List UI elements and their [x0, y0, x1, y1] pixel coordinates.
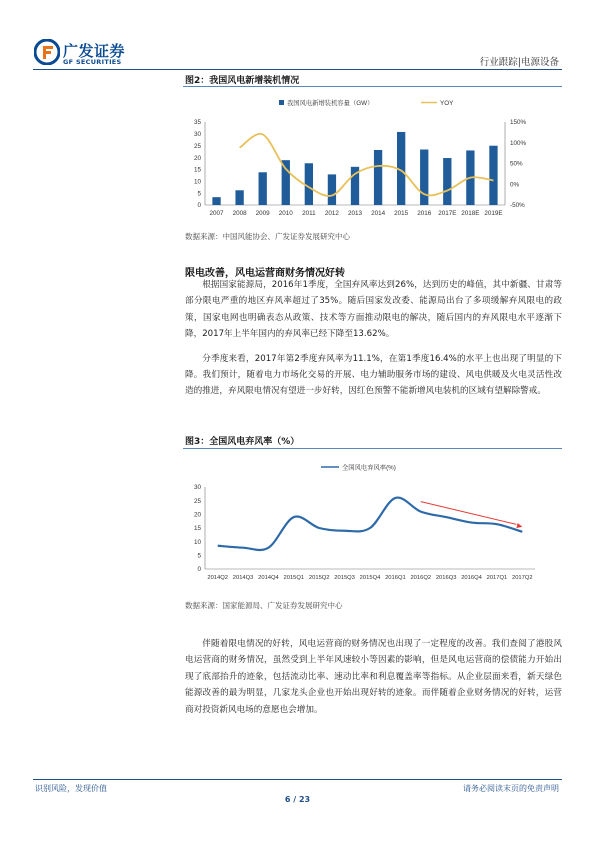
- figure2-source: 数据来源：中国风能协会、广发证券发展研究中心: [185, 232, 350, 241]
- legend-line-label: YOY: [440, 100, 454, 107]
- footer-slogan: 识别风险，发现价值: [35, 784, 107, 793]
- right-tick-label: 150%: [510, 119, 527, 127]
- x-tick-label: 2015Q1: [283, 575, 305, 581]
- header-category: 行业跟踪|电源设备: [479, 57, 559, 68]
- x-tick-label: 2014: [371, 210, 386, 217]
- left-tick-label: 10: [193, 178, 201, 186]
- x-tick-label: 2007: [209, 210, 224, 217]
- bar-2017E: [443, 158, 451, 205]
- y-tick-label: 20: [193, 511, 201, 519]
- x-tick-label: 2017E: [438, 210, 457, 217]
- y-tick-label: 30: [193, 484, 201, 492]
- section-title: 限电改善，风电运营商财务情况好转: [185, 268, 345, 279]
- bar-2016: [420, 150, 428, 205]
- capacity-chart: [183, 90, 543, 225]
- section-body: [185, 277, 562, 400]
- left-tick-label: 0: [197, 202, 201, 210]
- x-tick-label: 2019E: [484, 210, 503, 217]
- y-tick-label: 25: [193, 497, 201, 505]
- x-tick-label: 2016Q3: [435, 575, 457, 581]
- y-tick-label: 15: [193, 525, 201, 533]
- x-tick-label: 2014Q4: [258, 575, 279, 581]
- right-tick-label: 0%: [510, 181, 520, 189]
- page-number: 6 / 23: [284, 795, 311, 804]
- x-tick-label: 2016Q1: [385, 575, 406, 581]
- bar-2019E: [489, 146, 497, 205]
- logo-text-cn: 广发证券: [63, 42, 126, 60]
- x-tick-label: 2015Q3: [334, 575, 355, 581]
- logo-text-en: GF SECURITIES: [63, 58, 122, 66]
- y-tick-label: 5: [197, 552, 201, 560]
- figure3-title-underline: [183, 448, 562, 449]
- x-tick-label: 2013: [347, 210, 363, 217]
- x-tick-label: 2015Q4: [359, 575, 381, 581]
- x-tick-label: 2014Q2: [207, 575, 229, 581]
- x-tick-label: 2016Q2: [410, 575, 432, 581]
- x-tick-label: 2018E: [461, 210, 480, 217]
- gf-logo-icon: [34, 39, 60, 65]
- curtailment-line: [218, 498, 523, 550]
- bar-2008: [235, 190, 243, 205]
- figure3-source: 数据来源：国家能源局、广发证券发展研究中心: [185, 601, 343, 610]
- yoy-line: [240, 134, 494, 196]
- x-tick-label: 2011: [302, 210, 316, 217]
- legend-bar-swatch: [279, 100, 284, 105]
- y-tick-label: 0: [197, 566, 201, 574]
- paragraph-3: 伴随着限电情况的好转，风电运营商的财务情况也出现了一定程度的改善。我们查阅了港股风电运营商的财务情况，虽然受到上半年风速较小等因素的影响，但是风电运营商的偿债能力开始出现了底部抬升的迹象，包括流动比率、速动比率和利息覆盖率等指标。从企业层面来看，新天绿色能源改善的最为明显，几家龙头企业也开始出现好转的迹象。而伴随着企业财务情况的好转，运营商对投资新风电场的意愿也会增加。: [185, 639, 562, 715]
- figure2-title-underline: [183, 86, 562, 87]
- left-tick-label: 35: [193, 119, 201, 127]
- closing-body: [185, 636, 562, 718]
- x-tick-label: 2010: [278, 210, 293, 217]
- figure2-title: 图2：我国风电新增装机情况: [185, 76, 300, 86]
- x-tick-label: 2009: [255, 210, 270, 217]
- x-tick-label: 2017Q2: [511, 575, 533, 581]
- left-tick-label: 25: [193, 142, 201, 150]
- x-tick-label: 2012: [324, 210, 339, 217]
- right-tick-label: 50%: [510, 160, 523, 168]
- x-tick-label: 2014Q3: [232, 575, 254, 581]
- figure3-title: 图3：全国风电弃风率（%）: [185, 437, 300, 447]
- paragraph-2: 分季度来看，2017年第2季度弃风率为11.1%，在第1季度16.4%的水平上也出现了明显的下降。我们预计，随着电力市场化交易的开展、电力辅助服务市场的建设、风电供暖及火电灵活性改造的推进，弃风限电情况有望进一步好转，因红色预警不能新增风电装机的区域有望解除警戒。: [185, 353, 562, 397]
- bar-2009: [259, 172, 267, 205]
- bar-2010: [282, 160, 290, 205]
- header-divider: [33, 69, 562, 70]
- legend-line-label: 全国风电弃风率(%): [342, 464, 396, 472]
- left-tick-label: 20: [193, 154, 201, 162]
- x-tick-label: 2017Q1: [486, 575, 508, 581]
- right-tick-label: 100%: [510, 139, 527, 147]
- bar-2012: [328, 174, 336, 205]
- legend-bar-label: 我国风电新增装机容量（GW）: [287, 100, 374, 107]
- paragraph-1: 根据国家能源局，2016年1季度，全国弃风率达到26%，达到历史的峰值，其中新疆、甘肃等部分限电严重的地区弃风率超过了35%。随后国家发改委、能源局出台了多项缓解弃风限电的政策，国家电网也明确表态从政策、技术等方面推动限电的解决，随后国内的弃风限电水平逐渐下降，2017年上半年国内的弃风率已经下降至13.62%。: [185, 280, 562, 340]
- footer-disclaimer-link[interactable]: 请务必阅读末页的免责声明: [463, 784, 559, 793]
- left-tick-label: 15: [193, 166, 201, 174]
- x-tick-label: 2016: [417, 210, 432, 217]
- x-tick-label: 2016Q4: [461, 575, 482, 581]
- left-tick-label: 30: [193, 131, 201, 139]
- x-tick-label: 2015: [394, 210, 409, 217]
- x-tick-label: 2008: [232, 210, 247, 217]
- bar-2014: [374, 150, 382, 205]
- curtailment-chart: [183, 455, 543, 590]
- x-tick-label: 2015Q2: [308, 575, 330, 581]
- trend-arrow-shaft: [421, 502, 517, 525]
- right-tick-label: -50%: [510, 202, 525, 210]
- trend-arrow-head: [516, 523, 522, 528]
- left-tick-label: 5: [197, 190, 201, 198]
- bar-2007: [212, 197, 220, 205]
- bar-2011: [305, 163, 313, 205]
- footer-divider: [33, 779, 562, 780]
- y-tick-label: 10: [193, 538, 201, 546]
